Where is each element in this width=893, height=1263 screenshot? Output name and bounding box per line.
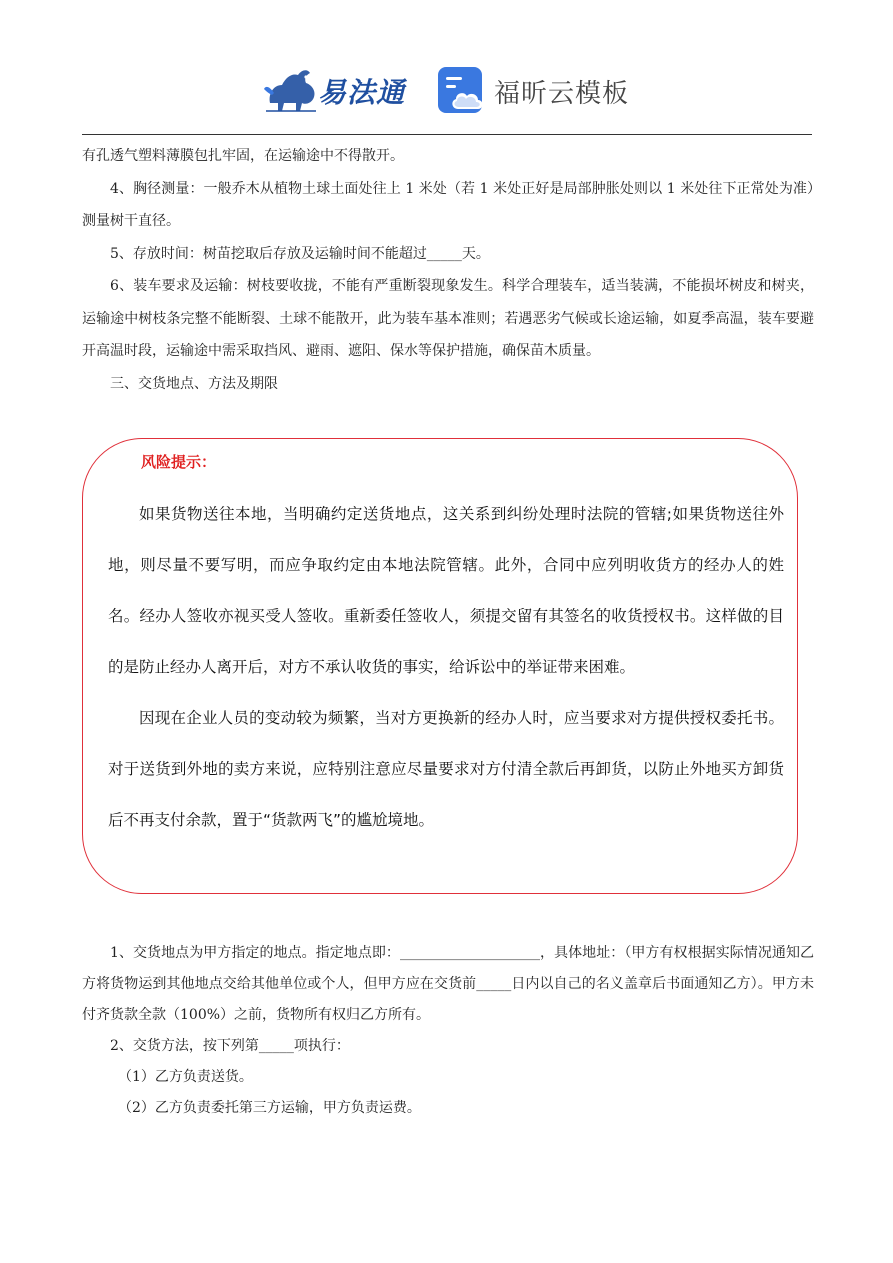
paragraph-delivery-method: 2、交货方法，按下列第_____项执行： — [110, 1038, 350, 1054]
list-item-option-2: （2）乙方负责委托第三方运输，甲方负责运费。 — [118, 1100, 421, 1116]
cloud-document-icon — [436, 65, 488, 117]
risk-warning-body — [108, 489, 784, 846]
document-body-top — [82, 140, 814, 400]
list-item-option-1: （1）乙方负责送货。 — [118, 1069, 253, 1085]
paragraph-loading: 6、装车要求及运输：树枝要收拢，不能有严重断裂现象发生。科学合理装车，适当装满，不能损坏树皮和树夹，运输途中树枝条完整不能断裂、土球不能散开，此为装车基本准则；若遇恶劣气候或长途运输，如夏季高温，装车要避开高温时段，运输途中需采取挡风、避雨、遮阳、保水等保护措施，确保苗木质量。 — [82, 278, 814, 359]
header-divider — [82, 134, 812, 135]
paragraph-diameter: 4、胸径测量：一般乔木从植物土球土面处往上 1 米处（若 1 米处正好是局部肿胀处则以 1 米处往下正常处为准）测量树干直径。 — [82, 180, 814, 229]
qilin-icon — [262, 63, 320, 115]
yifatong-logo — [262, 63, 412, 115]
fuxin-logo-text: 福昕云模板 — [494, 79, 630, 109]
risk-warning-title: 风险提示： — [141, 453, 217, 471]
page-header — [0, 55, 893, 125]
paragraph-packaging: 有孔透气塑料薄膜包扎牢固，在运输途中不得散开。 — [82, 148, 404, 164]
paragraph-delivery-place: 1、交货地点为甲方指定的地点。指定地点即：____________________，具体地址：（甲方有权根据实际情况通知乙方将货物运到其他地点交给其他单位或个人，但甲方应在交货前_____日内以自己的名义盖章后书面通知乙方）。甲方未付齐货款全款（100%）之前，货物所有权归乙方所有。 — [82, 945, 814, 1023]
yifatong-logo-text: 易法通 — [318, 76, 406, 109]
paragraph-storage-time: 5、存放时间：树苗挖取后存放及运输时间不能超过_____天。 — [110, 245, 490, 262]
fuxin-logo — [436, 65, 636, 117]
risk-paragraph-1: 如果货物送往本地，当明确约定送货地点，这关系到纠纷处理时法院的管辖;如果货物送往外地，则尽量不要写明，而应争取约定由本地法院管辖。此外，合同中应列明收货方的经办人的姓名。经办人签收亦视买受人签收。重新委任签收人，须提交留有其签名的收货授权书。这样做的目的是防止经办人离开后，对方不承认收货的事实，给诉讼中的举证带来困难。 — [108, 505, 784, 676]
risk-warning-box — [82, 438, 798, 894]
section-heading-delivery: 三、交货地点、方法及期限 — [110, 375, 278, 392]
risk-paragraph-2: 因现在企业人员的变动较为频繁，当对方更换新的经办人时，应当要求对方提供授权委托书。对于送货到外地的卖方来说，应特别注意应尽量要求对方付清全款后再卸货，以防止外地买方卸货后不再支付余款，置于“货款两飞”的尴尬境地。 — [108, 709, 784, 829]
document-body-bottom — [82, 938, 814, 1124]
